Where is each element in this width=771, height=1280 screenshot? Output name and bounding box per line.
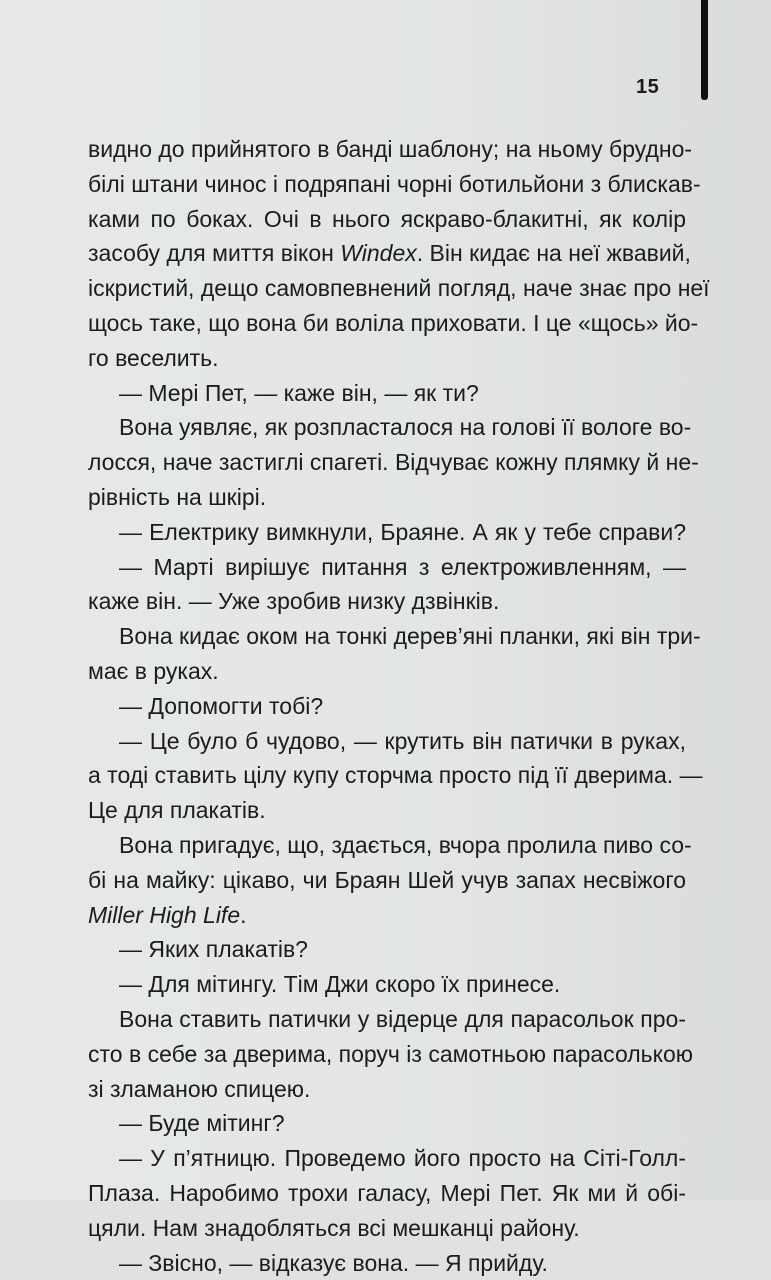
dialogue-line: — Це було б чудово, — крутить він патички в руках, [88, 724, 686, 759]
text-line: має в руках. [88, 654, 686, 689]
text-line: ками по боках. Очі в нього яскраво-блакитні, як колір [88, 202, 686, 237]
text-line: Це для плакатів. [88, 793, 686, 828]
dialogue-line: — Допомогти тобі? [88, 689, 686, 724]
text-segment: . Він кидає на неї жвавий, [417, 240, 691, 266]
dialogue-line: — Марті вирішує питання з електроживленням, — [88, 550, 686, 585]
text-line: каже він. — Уже зробив низку дзвінків. [88, 584, 686, 619]
body-text [88, 132, 686, 1280]
text-line: іскристий, дещо самовпевнений погляд, наче знає про неї [88, 271, 686, 306]
text-line: лосся, наче застиглі спагеті. Відчуває кожну плямку й не- [88, 445, 686, 480]
text-segment: . [240, 902, 246, 928]
text-line: го веселить. [88, 341, 686, 376]
dialogue-line: — У п’ятницю. Проведемо його просто на Сіті-Голл- [88, 1141, 686, 1176]
text-line: сто в себе за дверима, поруч із самотньою парасолькою [88, 1037, 686, 1072]
text-line: цяли. Нам знадобляться всі мешканці району. [88, 1211, 686, 1246]
page-number: 15 [636, 76, 659, 99]
text-line [88, 236, 686, 271]
text-segment: засобу для миття вікон [88, 240, 340, 266]
text-line: Плаза. Наробимо трохи галасу, Мері Пет. Як ми й обі- [88, 1176, 686, 1211]
dialogue-line: — Звісно, — відказує вона. — Я прийду. [88, 1246, 686, 1280]
brand-name-windex: Windex [340, 240, 417, 266]
text-line: а тоді ставить цілу купу сторчма просто під її дверима. — [88, 758, 686, 793]
brand-name-miller: Miller High Life [88, 902, 240, 928]
dialogue-line: — Буде мітинг? [88, 1106, 686, 1141]
paragraph-start-line: Вона кидає оком на тонкі дерев’яні планки, які він три- [88, 619, 686, 654]
paragraph-start-line: Вона пригадує, що, здається, вчора пролила пиво со- [88, 828, 686, 863]
text-line: видно до прийнятого в банді шаблону; на ньому брудно- [88, 132, 686, 167]
dialogue-line: — Електрику вимкнули, Браяне. А як у тебе справи? [88, 515, 686, 550]
text-line: зі зламаною спицею. [88, 1072, 686, 1107]
text-line: бі на майку: цікаво, чи Браян Шей учув запах несвіжого [88, 863, 686, 898]
dialogue-line: — Яких плакатів? [88, 932, 686, 967]
text-line: рівність на шкірі. [88, 480, 686, 515]
paragraph-start-line: Вона уявляє, як розпласталося на голові її вологе во- [88, 410, 686, 445]
paragraph-start-line: Вона ставить патички у відерце для парасольок про- [88, 1002, 686, 1037]
dialogue-line: — Мері Пет, — каже він, — як ти? [88, 376, 686, 411]
page-edge-shadow [701, 0, 708, 100]
text-line: щось таке, що вона би воліла приховати. І це «щось» йо- [88, 306, 686, 341]
dialogue-line: — Для мітингу. Тім Джи скоро їх принесе. [88, 967, 686, 1002]
text-line [88, 898, 686, 933]
text-line: білі штани чинос і подряпані чорні ботильйони з блискав- [88, 167, 686, 202]
